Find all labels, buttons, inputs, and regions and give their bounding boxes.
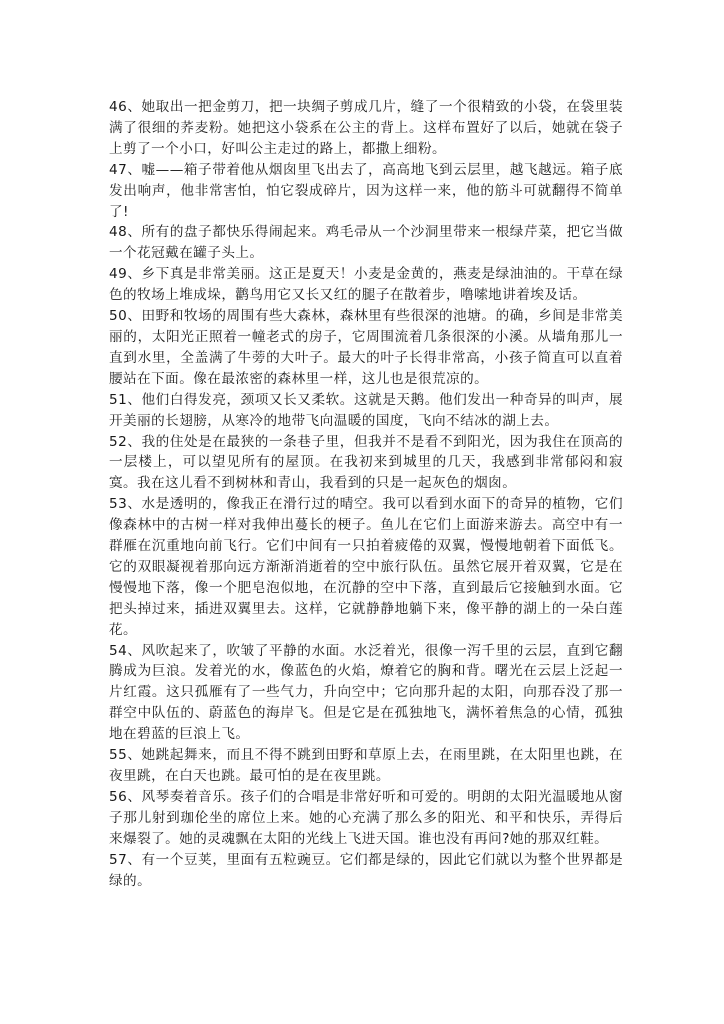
paragraph-55: 55、她跳起舞来，而且不得不跳到田野和草原上去，在雨里跳，在太阳里也跳，在夜里跳，在白天也跳。最可怕的是在夜里跳。 [109,747,623,784]
paragraph-57: 57、有一个豆荚，里面有五粒豌豆。它们都是绿的，因此它们就以为整个世界都是绿的。 [109,851,623,889]
document-body [109,97,623,891]
paragraph-56: 56、风琴奏着音乐。孩子们的合唱是非常好听和可爱的。明朗的太阳光温暖地从窗子那儿射到珈伦坐的席位上来。她的心充满了那么多的阳光、和平和快乐，弄得后来爆裂了。她的灵魂飘在太阳的光线上飞进天国。谁也没有再问?她的那双红鞋。 [109,788,623,847]
paragraph-54: 54、风吹起来了，吹皱了平静的水面。水泛着光，很像一泻千里的云层，直到它翻腾成为巨浪。发着光的水，像蓝色的火焰，燎着它的胸和背。曙光在云层上泛起一片红霞。这只孤雁有了一些气力，升向空中；它向那升起的太阳，向那吞没了那一群空中队伍的、蔚蓝色的海岸飞。但是它是在孤独地飞，满怀着焦急的心情，孤独地在碧蓝的巨浪上飞。 [109,642,623,743]
paragraph-53: 53、水是透明的，像我正在滑行过的晴空。我可以看到水面下的奇异的植物，它们像森林中的古树一样对我伸出蔓长的梗子。鱼儿在它们上面游来游去。高空中有一群雁在沉重地向前飞行。它们中间有一只拍着疲倦的双翼，慢慢地朝着下面低飞。它的双眼凝视着那向远方渐渐消逝着的空中旅行队伍。虽然它展开着双翼，它是在慢慢地下落，像一个肥皂泡似地，在沉静的空中下落，直到最后它接触到水面。它把头掉过来，插进双翼里去。这样，它就静静地躺下来，像平静的湖上的一朵白莲花。 [109,496,623,638]
paragraph-49: 49、乡下真是非常美丽。这正是夏天！小麦是金黄的，燕麦是绿油油的。干草在绿色的牧场上堆成垛，鹳鸟用它又长又红的腿子在散着步，噜嗦地讲着埃及话。 [109,266,623,304]
paragraph-48: 48、所有的盘子都快乐得闹起来。鸡毛帚从一个沙洞里带来一根绿芹菜，把它当做一个花冠戴在罐子头上。 [109,224,623,262]
paragraph-47: 47、嘘——箱子带着他从烟囱里飞出去了，高高地飞到云层里，越飞越远。箱子底发出响声，他非常害怕，怕它裂成碎片，因为这样一来，他的筋斗可就翻得不简单了! [109,161,623,220]
paragraph-46: 46、她取出一把金剪刀，把一块绸子剪成几片，缝了一个很精致的小袋，在袋里装满了很细的荞麦粉。她把这小袋系在公主的背上。这样布置好了以后，她就在袋子上剪了一个小口，好叫公主走过的路上，都撒上细粉。 [109,99,623,157]
paragraph-52: 52、我的住处是在最狭的一条巷子里，但我并不是看不到阳光，因为我住在顶高的一层楼上，可以望见所有的屋顶。在我初来到城里的几天，我感到非常郁闷和寂寞。我在这儿看不到树林和青山，我看到的只是一起灰色的烟囱。 [109,433,623,492]
paragraph-51: 51、他们白得发亮，颈项又长又柔软。这就是天鹅。他们发出一种奇异的叫声，展开美丽的长翅膀，从寒冷的地带飞向温暖的国度，飞向不结冰的湖上去。 [109,391,623,429]
paragraph-50: 50、田野和牧场的周围有些大森林，森林里有些很深的池塘。的确，乡间是非常美丽的，太阳光正照着一幢老式的房子，它周围流着几条很深的小溪。从墙角那儿一直到水里，全盖满了牛蒡的大叶子。最大的叶子长得非常高，小孩子简直可以直着腰站在下面。像在最浓密的森林里一样，这儿也是很荒凉的。 [109,308,623,387]
